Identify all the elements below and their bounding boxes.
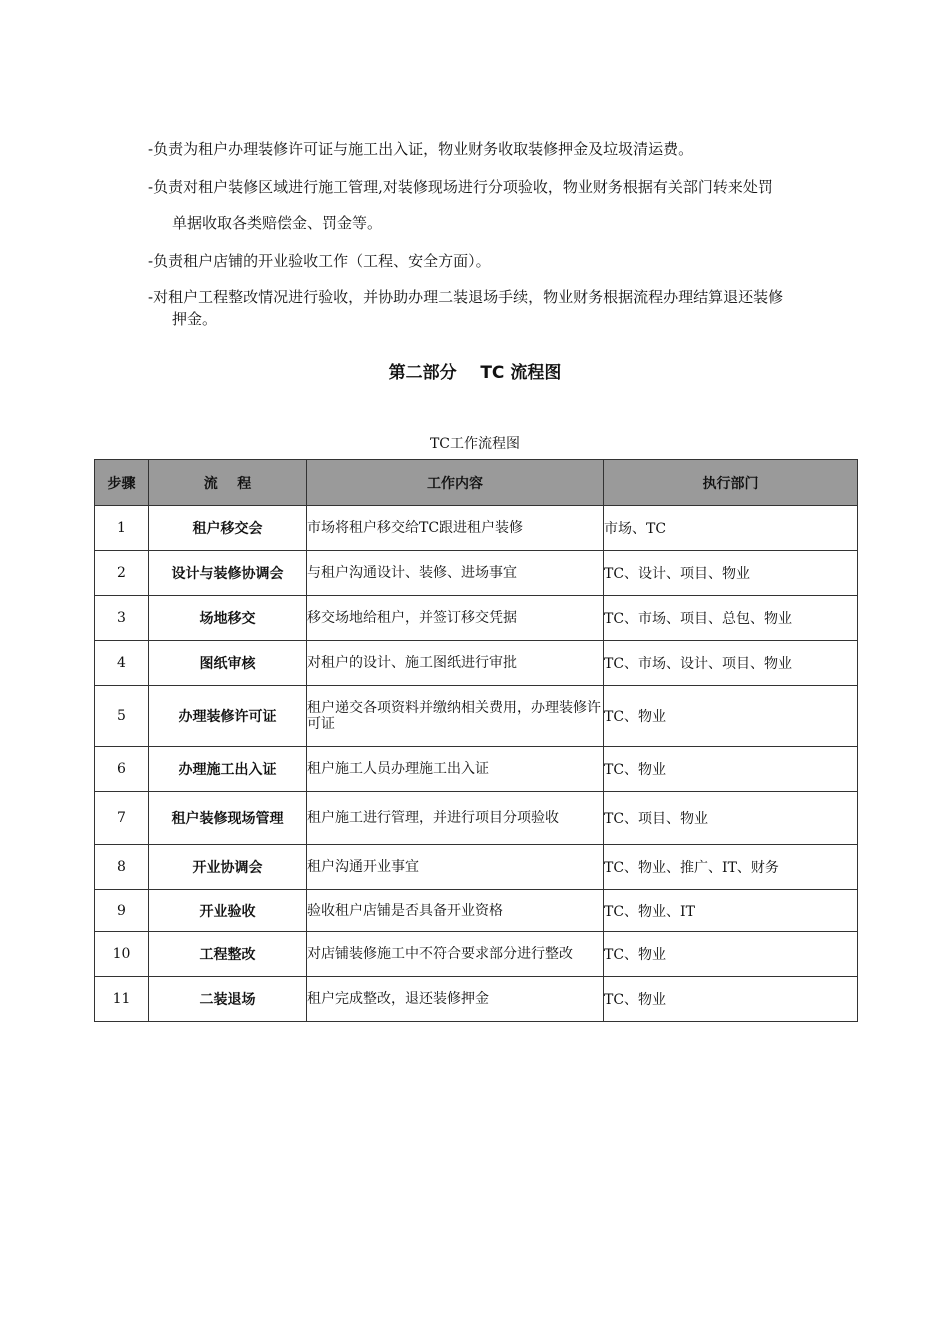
header-step: 步骤 xyxy=(95,460,149,506)
table-row xyxy=(95,596,858,641)
process-cell: 办理施工出入证 xyxy=(149,747,307,792)
step-cell: 7 xyxy=(95,792,149,845)
table-row xyxy=(95,792,858,845)
content-cell xyxy=(307,686,604,747)
table-row xyxy=(95,641,858,686)
step-cell: 1 xyxy=(95,506,149,551)
step-cell: 9 xyxy=(95,890,149,932)
section-title: 第二部分 TC 流程图 xyxy=(388,363,562,383)
process-cell: 场地移交 xyxy=(149,596,307,641)
table-caption: TC工作流程图 xyxy=(429,436,521,452)
content-cell: 租户施工人员办理施工出入证 xyxy=(307,747,604,792)
process-cell: 开业验收 xyxy=(149,890,307,932)
header-process: 流 程 xyxy=(149,460,307,506)
content-cell: 与租户沟通设计、装修、进场事宜 xyxy=(307,551,604,596)
process-cell: 图纸审核 xyxy=(149,641,307,686)
process-cell: 租户装修现场管理 xyxy=(149,792,307,845)
paragraph-2: -负责对租户装修区域进行施工管理,对装修现场进行分项验收，物业财务根据有关部门转来处罚 xyxy=(148,178,773,196)
content-cell: 移交场地给租户，并签订移交凭据 xyxy=(307,596,604,641)
dept-cell: TC、市场、项目、总包、物业 xyxy=(604,596,858,641)
step-cell: 8 xyxy=(95,845,149,890)
dept-cell: TC、设计、项目、物业 xyxy=(604,551,858,596)
step-cell: 3 xyxy=(95,596,149,641)
process-cell: 工程整改 xyxy=(149,932,307,977)
paragraph-4: -对租户工程整改情况进行验收，并协助办理二装退场手续，物业财务根据流程办理结算退还装修 xyxy=(148,288,784,306)
step-cell: 5 xyxy=(95,686,149,747)
table-header-row xyxy=(95,460,858,506)
process-cell: 二装退场 xyxy=(149,977,307,1022)
step-cell: 11 xyxy=(95,977,149,1022)
content-text: 租户递交各项资料并缴纳相关费用，办理装修许可证 xyxy=(307,700,601,732)
process-cell: 开业协调会 xyxy=(149,845,307,890)
content-cell xyxy=(307,932,604,977)
process-cell: 办理装修许可证 xyxy=(149,686,307,747)
content-text: 对店铺装修施工中不符合要求部分进行整改 xyxy=(307,946,573,962)
header-content: 工作内容 xyxy=(307,460,604,506)
paragraph-4-continued: 押金。 xyxy=(172,310,218,328)
content-cell: 租户完成整改，退还装修押金 xyxy=(307,977,604,1022)
table-row xyxy=(95,551,858,596)
dept-cell: 市场、TC xyxy=(604,506,858,551)
dept-cell: TC、物业 xyxy=(604,686,858,747)
table-row xyxy=(95,506,858,551)
step-cell: 2 xyxy=(95,551,149,596)
content-cell xyxy=(307,792,604,845)
table-row xyxy=(95,747,858,792)
dept-cell: TC、物业 xyxy=(604,747,858,792)
dept-cell: TC、物业 xyxy=(604,932,858,977)
step-cell: 4 xyxy=(95,641,149,686)
table-row xyxy=(95,932,858,977)
dept-cell: TC、物业 xyxy=(604,977,858,1022)
process-cell: 租户移交会 xyxy=(149,506,307,551)
dept-cell: TC、市场、设计、项目、物业 xyxy=(604,641,858,686)
content-cell: 市场将租户移交给TC跟进租户装修 xyxy=(307,506,604,551)
flow-table xyxy=(94,459,858,1022)
dept-cell: TC、物业、IT xyxy=(604,890,858,932)
process-cell: 设计与装修协调会 xyxy=(149,551,307,596)
content-text: 租户施工进行管理，并进行项目分项验收 xyxy=(307,810,559,826)
dept-cell: TC、项目、物业 xyxy=(604,792,858,845)
paragraph-2-continued: 单据收取各类赔偿金、罚金等。 xyxy=(172,214,383,232)
content-cell: 租户沟通开业事宜 xyxy=(307,845,604,890)
paragraph-3: -负责租户店铺的开业验收工作（工程、安全方面）。 xyxy=(148,252,491,270)
table-row xyxy=(95,845,858,890)
content-cell: 对租户的设计、施工图纸进行审批 xyxy=(307,641,604,686)
table-row xyxy=(95,890,858,932)
table-row xyxy=(95,977,858,1022)
paragraph-1: -负责为租户办理装修许可证与施工出入证，物业财务收取装修押金及垃圾清运费。 xyxy=(148,140,694,158)
header-dept: 执行部门 xyxy=(604,460,858,506)
table-row xyxy=(95,686,858,747)
step-cell: 10 xyxy=(95,932,149,977)
dept-cell: TC、物业、推广、IT、财务 xyxy=(604,845,858,890)
content-cell: 验收租户店铺是否具备开业资格 xyxy=(307,890,604,932)
step-cell: 6 xyxy=(95,747,149,792)
